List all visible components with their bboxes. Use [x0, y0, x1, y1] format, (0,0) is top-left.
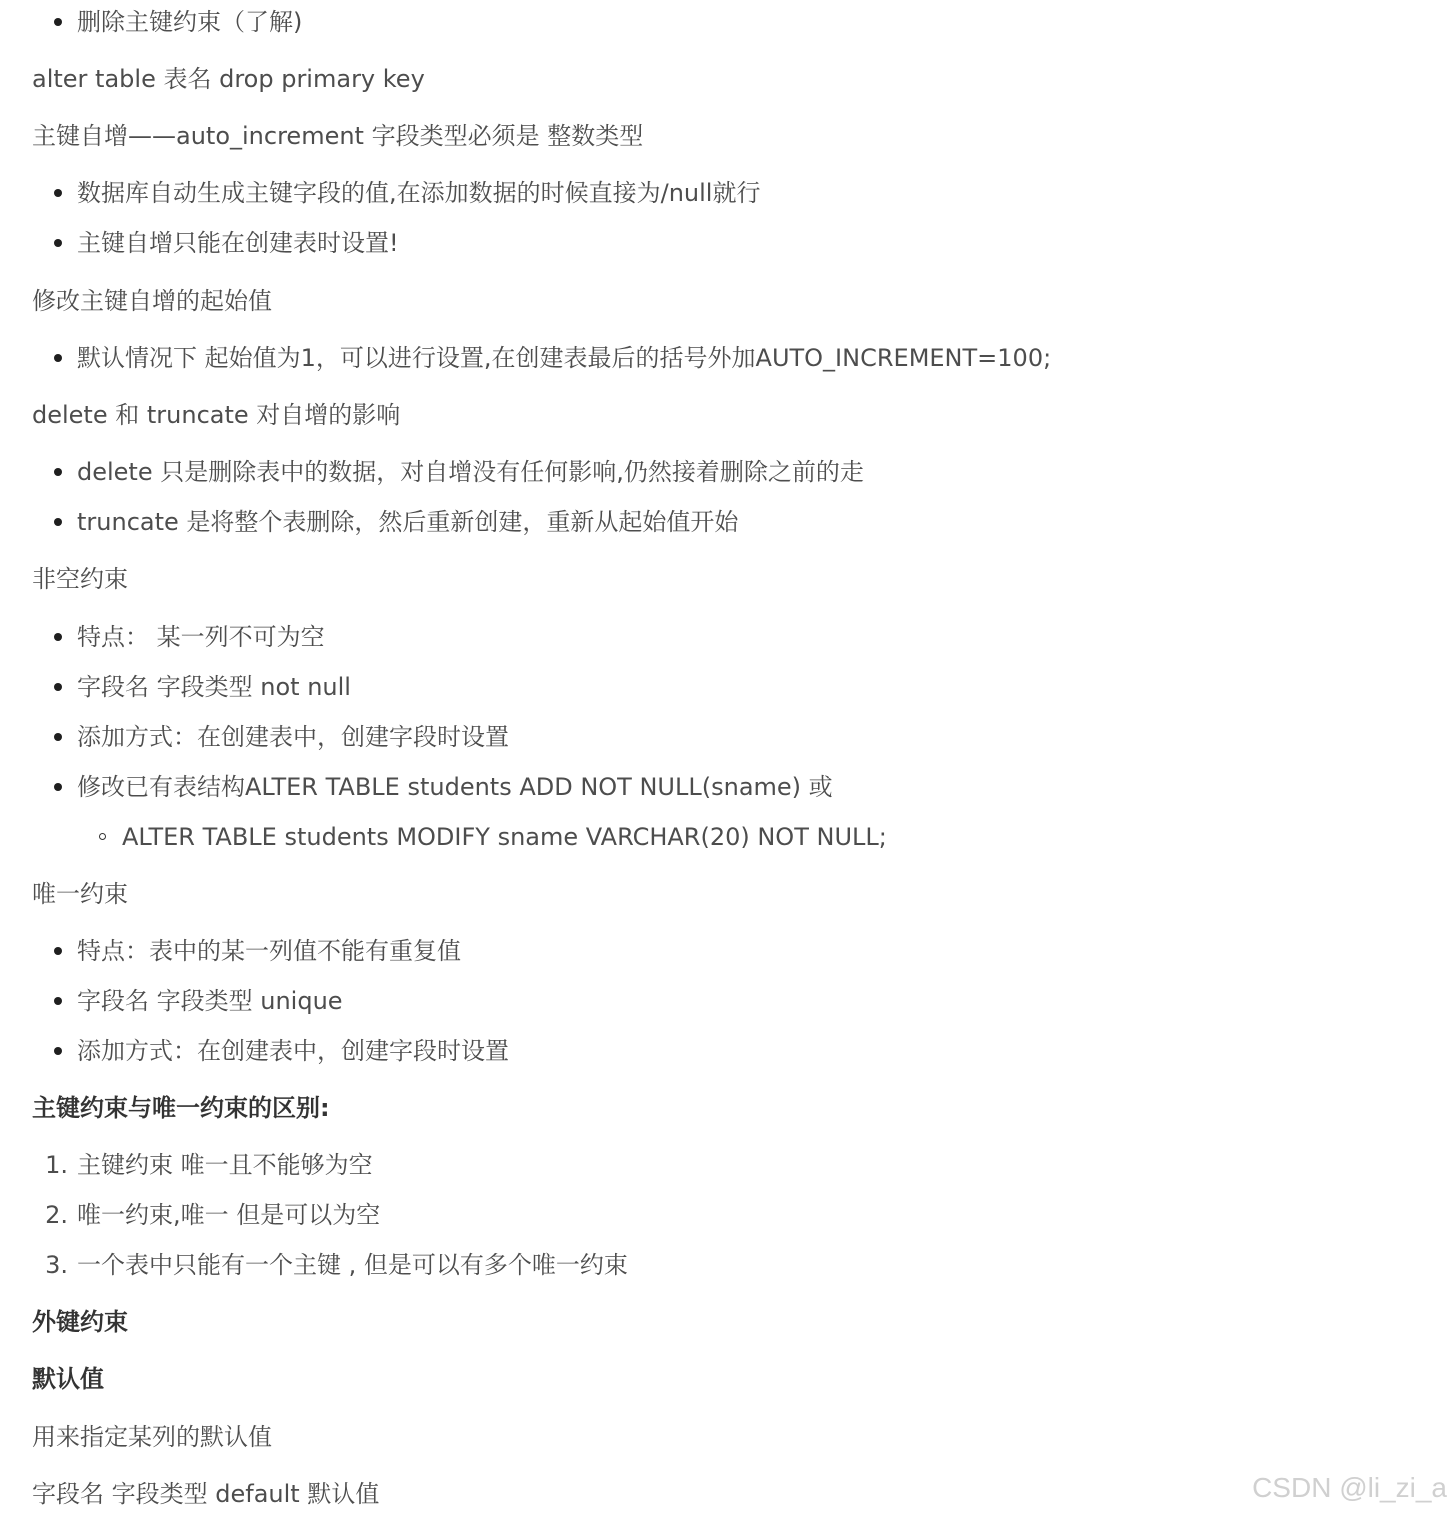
bullet-dot [54, 1047, 62, 1055]
bullet-dot [54, 468, 62, 476]
ordered-list-number: 3. [45, 1251, 68, 1279]
section-heading-unique: 唯一约束 [32, 880, 128, 908]
list-item: 字段名 字段类型 not null [77, 673, 351, 701]
bullet-dot [54, 18, 62, 26]
section-heading-default-value: 默认值 [32, 1365, 104, 1393]
section-heading-difference: 主键约束与唯一约束的区别: [32, 1094, 330, 1122]
bullet-dot [54, 633, 62, 641]
paragraph: 用来指定某列的默认值 [32, 1423, 272, 1451]
bullet-dot [54, 947, 62, 955]
section-heading-foreign-key: 外键约束 [32, 1308, 128, 1336]
list-item: 特点：表中的某一列值不能有重复值 [77, 937, 461, 965]
ordered-list-number: 1. [45, 1151, 68, 1179]
sub-list-item: ALTER TABLE students MODIFY sname VARCHAR(20) NOT NULL; [122, 823, 887, 851]
paragraph: delete 和 truncate 对自增的影响 [32, 401, 401, 429]
bullet-dot [54, 783, 62, 791]
section-heading-not-null: 非空约束 [32, 565, 128, 593]
bullet-dot [54, 997, 62, 1005]
ordered-list-item: 唯一约束,唯一 但是可以为空 [77, 1201, 381, 1229]
list-item: 修改已有表结构ALTER TABLE students ADD NOT NULL(sname) 或 [77, 773, 833, 801]
ordered-list-item: 一个表中只能有一个主键 , 但是可以有多个唯一约束 [77, 1251, 628, 1279]
list-item: 添加方式：在创建表中，创建字段时设置 [77, 723, 509, 751]
bullet-dot [54, 518, 62, 526]
list-item: 特点： 某一列不可为空 [77, 623, 325, 651]
list-item: delete 只是删除表中的数据，对自增没有任何影响,仍然接着删除之前的走 [77, 458, 864, 486]
list-item: 添加方式：在创建表中，创建字段时设置 [77, 1037, 509, 1065]
ordered-list-number: 2. [45, 1201, 68, 1229]
sub-bullet-circle [99, 833, 106, 840]
list-item: 字段名 字段类型 unique [77, 987, 343, 1015]
paragraph: 主键自增——auto_increment 字段类型必须是 整数类型 [32, 122, 644, 150]
list-item: 数据库自动生成主键字段的值,在添加数据的时候直接为/null就行 [77, 179, 761, 207]
paragraph: alter table 表名 drop primary key [32, 65, 425, 93]
bullet-dot [54, 354, 62, 362]
bullet-dot [54, 189, 62, 197]
paragraph: 修改主键自增的起始值 [32, 287, 272, 315]
paragraph: 字段名 字段类型 default 默认值 [32, 1480, 380, 1508]
ordered-list-item: 主键约束 唯一且不能够为空 [77, 1151, 373, 1179]
list-item: 默认情况下 起始值为1，可以进行设置,在创建表最后的括号外加AUTO_INCREMENT=100; [77, 344, 1052, 372]
bullet-dot [54, 733, 62, 741]
list-item: truncate 是将整个表删除，然后重新创建，重新从起始值开始 [77, 508, 739, 536]
bullet-dot [54, 239, 62, 247]
bullet-dot [54, 683, 62, 691]
csdn-watermark: CSDN @li_zi_a [1252, 1472, 1447, 1503]
list-item: 主键自增只能在创建表时设置! [77, 229, 399, 257]
list-item: 删除主键约束（了解) [77, 8, 303, 36]
